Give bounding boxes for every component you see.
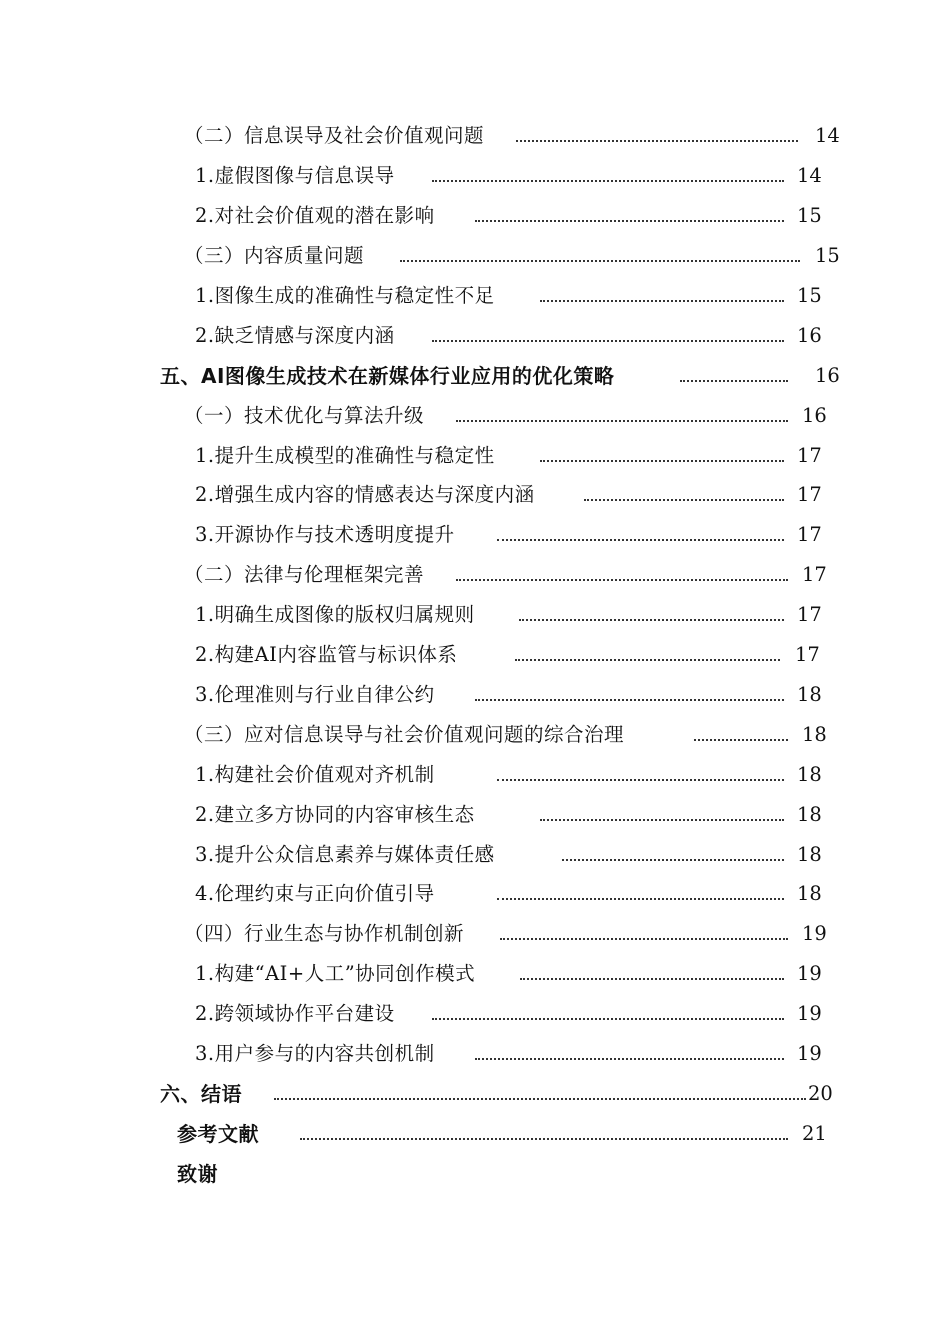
toc-entry-title: 4.伦理约束与正向价值引导 bbox=[195, 882, 435, 905]
toc-entry-title: （四）行业生态与协作机制创新 bbox=[184, 922, 465, 945]
toc-entry-page: 18 bbox=[802, 723, 827, 746]
toc-entry[interactable] bbox=[0, 799, 950, 831]
toc-entry[interactable] bbox=[0, 878, 950, 910]
toc-entry-page: 14 bbox=[815, 124, 840, 147]
toc-leader bbox=[400, 260, 800, 262]
toc-entry-page: 17 bbox=[797, 483, 822, 506]
toc-entry-title: 1.虚假图像与信息误导 bbox=[195, 164, 395, 187]
toc-entry-page: 18 bbox=[797, 882, 822, 905]
toc-entry-title: 2.跨领域协作平台建设 bbox=[195, 1002, 395, 1025]
toc-entry-chapter[interactable] bbox=[0, 360, 950, 392]
toc-entry-title: 1.提升生成模型的准确性与稳定性 bbox=[195, 444, 495, 467]
toc-leader bbox=[519, 619, 784, 621]
toc-entry-page: 17 bbox=[797, 523, 822, 546]
toc-entry[interactable] bbox=[0, 599, 950, 631]
toc-entry-page: 19 bbox=[797, 1002, 822, 1025]
toc-entry-title: （一）技术优化与算法升级 bbox=[184, 404, 425, 427]
toc-entry-title: 1.图像生成的准确性与稳定性不足 bbox=[195, 284, 495, 307]
toc-entry-page: 17 bbox=[797, 603, 822, 626]
toc-entry-title: 六、结语 bbox=[160, 1082, 242, 1106]
toc-leader bbox=[516, 140, 798, 142]
toc-leader bbox=[497, 539, 784, 541]
toc-leader bbox=[562, 859, 784, 861]
toc-entry-page: 20 bbox=[808, 1082, 833, 1105]
toc-entry[interactable] bbox=[0, 998, 950, 1030]
toc-entry[interactable] bbox=[0, 200, 950, 232]
toc-entry-page: 16 bbox=[815, 364, 840, 387]
toc-entry-title: （二）信息误导及社会价值观问题 bbox=[184, 124, 485, 147]
toc-entry-title: 致谢 bbox=[177, 1162, 218, 1186]
toc-entry[interactable] bbox=[0, 160, 950, 192]
toc-entry[interactable] bbox=[0, 280, 950, 312]
toc-entry-page: 16 bbox=[797, 324, 822, 347]
toc-leader bbox=[432, 180, 784, 182]
toc-entry[interactable] bbox=[0, 440, 950, 472]
toc-leader bbox=[274, 1098, 806, 1100]
toc-leader bbox=[497, 779, 784, 781]
toc-entry-page: 19 bbox=[797, 1042, 822, 1065]
toc-leader bbox=[520, 978, 784, 980]
toc-leader bbox=[432, 1018, 784, 1020]
toc-entry[interactable] bbox=[0, 320, 950, 352]
toc-leader bbox=[300, 1138, 788, 1140]
toc-entry-chapter[interactable] bbox=[0, 1158, 950, 1190]
toc-entry[interactable] bbox=[0, 958, 950, 990]
toc-entry-title: 3.伦理准则与行业自律公约 bbox=[195, 683, 435, 706]
toc-leader bbox=[456, 579, 788, 581]
toc-entry-title: 3.提升公众信息素养与媒体责任感 bbox=[195, 843, 495, 866]
toc-entry-title: （二）法律与伦理框架完善 bbox=[184, 563, 425, 586]
toc-entry[interactable] bbox=[0, 479, 950, 511]
toc-entry-page: 18 bbox=[797, 683, 822, 706]
toc-entry-chapter[interactable] bbox=[0, 1118, 950, 1150]
toc-entry[interactable] bbox=[0, 1038, 950, 1070]
toc-leader bbox=[500, 938, 788, 940]
toc-leader bbox=[475, 699, 784, 701]
toc-entry-page: 18 bbox=[797, 803, 822, 826]
toc-leader bbox=[497, 898, 784, 900]
toc-entry-page: 21 bbox=[802, 1122, 827, 1145]
toc-leader bbox=[475, 1058, 784, 1060]
toc-entry[interactable] bbox=[0, 839, 950, 871]
toc-entry-title: （三）内容质量问题 bbox=[184, 244, 365, 267]
toc-leader bbox=[475, 220, 784, 222]
toc-leader bbox=[540, 300, 784, 302]
toc-entry-page: 15 bbox=[815, 244, 840, 267]
toc-entry[interactable] bbox=[0, 240, 950, 272]
toc-leader bbox=[540, 819, 784, 821]
toc-entry-page: 17 bbox=[795, 643, 820, 666]
toc-entry-title: 3.用户参与的内容共创机制 bbox=[195, 1042, 435, 1065]
toc-leader bbox=[540, 460, 784, 462]
toc-entry-page: 14 bbox=[797, 164, 822, 187]
toc-entry-title: 2.建立多方协同的内容审核生态 bbox=[195, 803, 475, 826]
toc-entry-title: 1.构建“AI+人工”协同创作模式 bbox=[195, 962, 476, 985]
toc-entry-title: 1.构建社会价值观对齐机制 bbox=[195, 763, 435, 786]
toc-entry-page: 16 bbox=[802, 404, 827, 427]
toc-leader bbox=[432, 340, 784, 342]
toc-entry-title: 1.明确生成图像的版权归属规则 bbox=[195, 603, 475, 626]
toc-entry-page: 18 bbox=[797, 843, 822, 866]
toc-entry[interactable] bbox=[0, 759, 950, 791]
toc-entry[interactable] bbox=[0, 639, 950, 671]
toc-entry[interactable] bbox=[0, 519, 950, 551]
toc-entry-page: 17 bbox=[797, 444, 822, 467]
toc-entry-title: 3.开源协作与技术透明度提升 bbox=[195, 523, 455, 546]
toc-entry-title: 五、AI图像生成技术在新媒体行业应用的优化策略 bbox=[160, 364, 615, 388]
toc-leader bbox=[515, 659, 780, 661]
toc-entry-chapter[interactable] bbox=[0, 1078, 950, 1110]
toc-entry-title: 2.增强生成内容的情感表达与深度内涵 bbox=[195, 483, 535, 506]
toc-entry-page: 19 bbox=[797, 962, 822, 985]
toc-entry[interactable] bbox=[0, 679, 950, 711]
toc-entry-title: （三）应对信息误导与社会价值观问题的综合治理 bbox=[184, 723, 625, 746]
toc-entry-title: 参考文献 bbox=[177, 1122, 259, 1146]
toc-entry-page: 17 bbox=[802, 563, 827, 586]
toc-entry[interactable] bbox=[0, 918, 950, 950]
toc-leader bbox=[680, 380, 788, 382]
toc-entry-title: 2.缺乏情感与深度内涵 bbox=[195, 324, 395, 347]
toc-entry[interactable] bbox=[0, 559, 950, 591]
toc-entry-title: 2.构建AI内容监管与标识体系 bbox=[195, 643, 458, 666]
toc-entry-page: 18 bbox=[797, 763, 822, 786]
toc-entry[interactable] bbox=[0, 400, 950, 432]
toc-leader bbox=[456, 420, 788, 422]
toc-entry-page: 19 bbox=[802, 922, 827, 945]
toc-leader bbox=[584, 499, 784, 501]
toc-entry-title: 2.对社会价值观的潜在影响 bbox=[195, 204, 435, 227]
toc-leader bbox=[694, 739, 788, 741]
toc-entry[interactable] bbox=[0, 120, 950, 152]
toc-entry-page: 15 bbox=[797, 284, 822, 307]
toc-entry-page: 15 bbox=[797, 204, 822, 227]
toc-entry[interactable] bbox=[0, 719, 950, 751]
